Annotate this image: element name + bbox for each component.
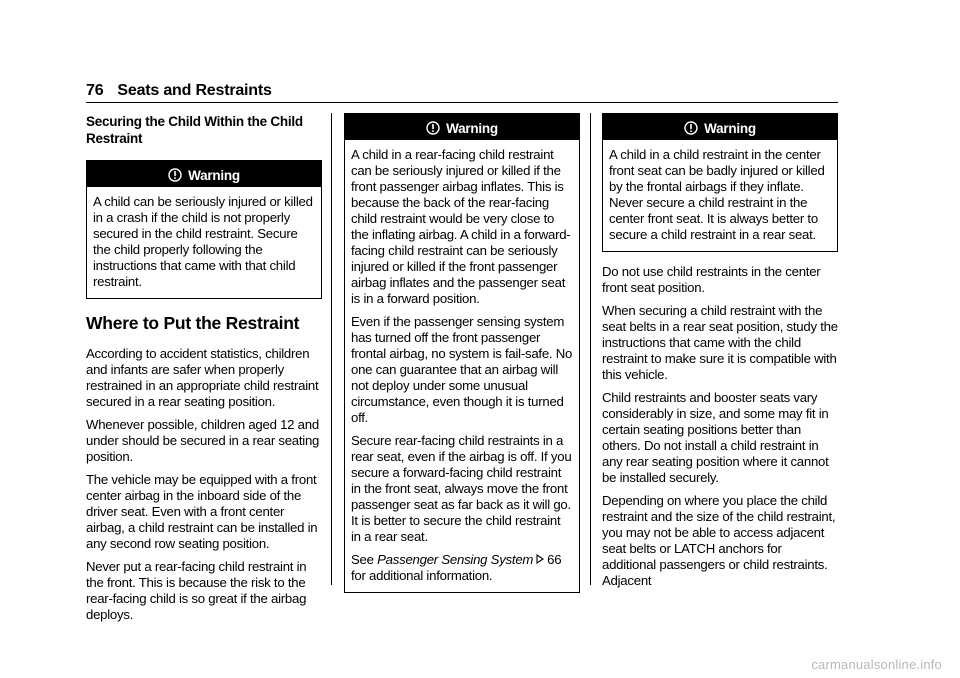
paragraph: According to accident statistics, children and infants are safer when properly restrained in an appropriate child restraint secured in a rear seating position.: [86, 346, 319, 409]
page-reference-arrow-icon: [536, 554, 544, 564]
paragraph: Child restraints and booster seats vary considerably in size, and some may fit in certain seating positions better than others. Do not install a child restraint in any rear seating position where it cannot be installed securely.: [602, 390, 829, 485]
warning-title: Warning: [188, 168, 240, 183]
warning-header: [345, 114, 579, 140]
page-number: 76: [86, 82, 104, 99]
warning-icon: [426, 121, 440, 135]
warning-title: Warning: [446, 121, 498, 136]
warning-text: A child in a child restraint in the center front seat can be badly injured or killed by the frontal airbags if they inflate. Never secure a child restraint in the center front seat. It is always better to secure a child restraint in a rear seat.: [609, 147, 825, 242]
paragraph: Do not use child restraints in the center front seat position.: [602, 264, 821, 295]
warning-text: A child can be seriously injured or killed in a crash if the child is not properly secured in the child restraint. Secure the child properly following the instructions that came with that child restraint.: [93, 194, 313, 289]
column-2: [344, 113, 580, 605]
warning-box: [344, 113, 580, 593]
watermark: carmanualsonline.info: [811, 657, 942, 672]
column-1: [86, 113, 322, 630]
column-3: [602, 113, 838, 596]
cross-reference: [351, 552, 573, 584]
paragraph: Whenever possible, children aged 12 and under should be secured in a rear seating position.: [86, 417, 320, 464]
xref-page[interactable]: 66: [547, 552, 562, 567]
paragraph: Depending on where you place the child restraint and the size of the child restraint, you may not be able to access adjacent seat belts or LATCH anchors for additional passengers or child restraints. Adjacent: [602, 493, 836, 588]
xref-link[interactable]: Passenger Sensing System: [377, 552, 534, 567]
subsection-title: Securing the Child Within the Child Restraint: [86, 114, 303, 146]
paragraph: When securing a child restraint with the seat belts in a rear seat position, study the instructions that came with the child restraint to make sure it is compatible with this vehicle.: [602, 303, 838, 382]
warning-paragraph: Secure rear-facing child restraints in a rear seat, even if the airbag is off. If you secure a forward-facing child restraint in the front seat, always move the front passenger seat as far back as it will go. It is better to secure the child restraint in a rear seat.: [351, 433, 572, 544]
warning-paragraph: A child in a rear-facing child restraint can be seriously injured or killed if the front passenger airbag inflates. This is because the back of the rear-facing child restraint would be very close to the inflating airbag. A child in a forward-facing child restraint can be seriously injured or killed if the front passenger airbag inflates and the passenger seat is in a forward position.: [351, 147, 571, 306]
warning-header: [603, 114, 837, 140]
see-prefix: See: [351, 552, 374, 567]
see-suffix: for additional information.: [351, 568, 493, 583]
column-divider: [590, 113, 591, 585]
warning-icon: [684, 121, 698, 135]
paragraph: The vehicle may be equipped with a front center airbag in the inboard side of the driver seat. Even with a front center airbag, a child restraint can be installed in any second row seating position.: [86, 472, 318, 551]
warning-paragraph: Even if the passenger sensing system has turned off the front passenger frontal airbag, no system is fail-safe. No one can guarantee that an airbag will not deploy under some unusual circumstance, even though it is turned off.: [351, 314, 573, 425]
page-header: [86, 82, 838, 100]
warning-box: [86, 160, 322, 299]
header-divider: [86, 102, 838, 103]
warning-icon: [168, 168, 182, 182]
section-title: Seats and Restraints: [117, 82, 272, 99]
paragraph: Never put a rear-facing child restraint in the front. This is because the risk to the rear-facing child is so great if the airbag deploys.: [86, 559, 307, 622]
warning-title: Warning: [704, 121, 756, 136]
warning-box: [602, 113, 838, 252]
section-heading: Where to Put the Restraint: [86, 313, 300, 333]
warning-header: [87, 161, 321, 187]
column-divider: [331, 113, 332, 585]
